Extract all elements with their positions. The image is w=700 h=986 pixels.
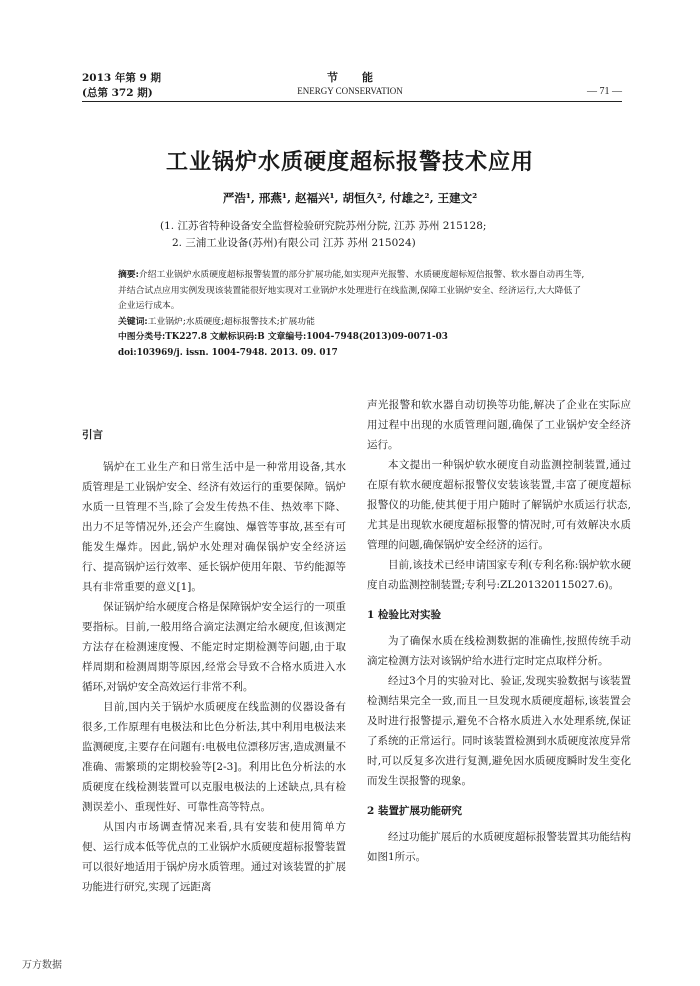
- header-rule: [82, 101, 622, 102]
- paragraph: 锅炉在工业生产和日常生活中是一种常用设备,其水质管理是工业锅炉安全、经济有效运行的重要保障。锅炉水质一旦管理不当,除了会发生传热不佳、热效率下降、出力不足等情况外,还会产生腐蚀、爆管等事故,甚至有可能发生爆炸。因此,锅炉水处理对确保锅炉安全经济运行、提高锅炉运行效率、延长锅炉使用年限、节约能源等具有非常重要的意义[1]。: [82, 461, 346, 593]
- paper-title: 工业锅炉水质硬度超标报警技术应用: [165, 149, 534, 175]
- abstract-label: 摘要:: [118, 270, 139, 280]
- affiliation-2: 2. 三浦工业设备(苏州)有限公司 江苏 苏州 215024): [172, 237, 416, 249]
- journal-name: [270, 71, 430, 97]
- body-right-column: [367, 395, 631, 867]
- abstract: [118, 268, 588, 315]
- paragraph-continued: 声光报警和软水器自动切换等功能,解决了企业在实际应用过程中出现的水质管理问题,确保了工业锅炉安全经济运行。: [367, 399, 631, 451]
- classification-line: 中图分类号:TK227.8 文献标识码:B 文章编号:1004-7948(2013)09-0071-03: [118, 332, 448, 342]
- keywords-text: 工业锅炉;水质硬度;超标报警技术;扩展功能: [147, 316, 315, 327]
- issue-info: [82, 71, 161, 101]
- journal-name-cn: 节能: [327, 71, 397, 84]
- issue-number: 2013 年第 9 期: [82, 72, 161, 84]
- author-list: 严浩¹, 邢燕¹, 赵福兴¹, 胡恒久², 付雄之², 王建文²: [222, 191, 478, 205]
- total-issue-number: (总第 372 期): [82, 87, 153, 99]
- affiliation-1: (1. 江苏省特种设备安全监督检验研究院苏州分院, 江苏 苏州 215128;: [160, 220, 487, 232]
- doi-line: doi:103969/j. issn. 1004-7948. 2013. 09. 017: [118, 347, 338, 358]
- paragraph: 为了确保水质在线检测数据的准确性,按照传统手动滴定检测方法对该锅炉给水进行定时定点取样分析。: [367, 635, 631, 667]
- paragraph: 经过功能扩展后的水质硬度超标报警装置其功能结构如图1所示。: [367, 831, 631, 863]
- section-heading-1: 1 检验比对实验: [367, 609, 441, 621]
- keywords: [118, 315, 588, 331]
- paragraph: 从国内市场调查情况来看,具有安装和使用简单方便、运行成本低等优点的工业锅炉水质硬度超标报警装置可以很好地适用于锅炉房水质管理。通过对该装置的扩展功能进行研究,实现了远距离: [82, 821, 346, 893]
- footer-watermark: 万方数据: [22, 960, 62, 971]
- section-heading-intro: 引言: [82, 429, 103, 441]
- affiliations: [160, 218, 580, 252]
- body-left-column: [82, 425, 346, 897]
- paragraph: 目前,该技术已经申请国家专利(专利名称:锅炉软水硬度自动监测控制装置;专利号:ZL201320115027.6)。: [367, 559, 631, 591]
- abstract-block: [118, 268, 588, 361]
- journal-name-en: ENERGY CONSERVATION: [297, 86, 403, 96]
- paragraph: 目前,国内关于锅炉水质硬度在线监测的仪器设备有很多,工作原理有电极法和比色分析法,其中利用电极法来监测硬度,主要存在问题有:电极电位漂移厉害,造成测量不准确、需繁琐的定期校验等[2-3]。利用比色分析法的水质硬度在线检测装置可以克服电极法的上述缺点,具有检测误差小、重现性好、可靠性高等特点。: [82, 701, 346, 813]
- paragraph: 经过3个月的实验对比、验证,发现实验数据与该装置检测结果完全一致,而且一旦发现水质硬度超标,该装置会及时进行报警提示,避免不合格水质进入水处理系统,保证了系统的正常运行。同时该装置检测到水质硬度浓度异常时,可以反复多次进行复测,避免因水质硬度瞬时发生变化而发生误报警的现象。: [367, 675, 631, 787]
- paragraph: 本文提出一种锅炉软水硬度自动监测控制装置,通过在原有软水硬度超标报警仪安装该装置,丰富了硬度超标报警仪的功能,使其便于用户随时了解锅炉水质运行状态,尤其是出现软水硬度超标报警的情况时,可有效解决水质管理的问题,确保锅炉安全经济的运行。: [367, 459, 631, 551]
- paragraph: 保证锅炉给水硬度合格是保障锅炉安全运行的一项重要指标。目前,一般用络合滴定法测定给水硬度,但该测定方法存在检测速度慢、不能定时定期检测等问题,由于取样周期和检测周期等原因,经常会导致不合格水质进入水循环,对锅炉安全高效运行非常不利。: [82, 601, 346, 693]
- keywords-label: 关键词:: [118, 316, 148, 327]
- section-heading-2: 2 装置扩展功能研究: [367, 805, 462, 817]
- page-number: — 71 —: [587, 86, 622, 97]
- abstract-text: 介绍工业锅炉水质硬度超标报警装置的部分扩展功能,如实现声光报警、水质硬度超标短信报警、软水器自动再生等,并结合试点应用实例发现该装置能很好地实现对工业锅炉水处理进行在线监测,保障工业锅炉安全、经济运行,大大降低了企业运行成本。: [118, 270, 585, 311]
